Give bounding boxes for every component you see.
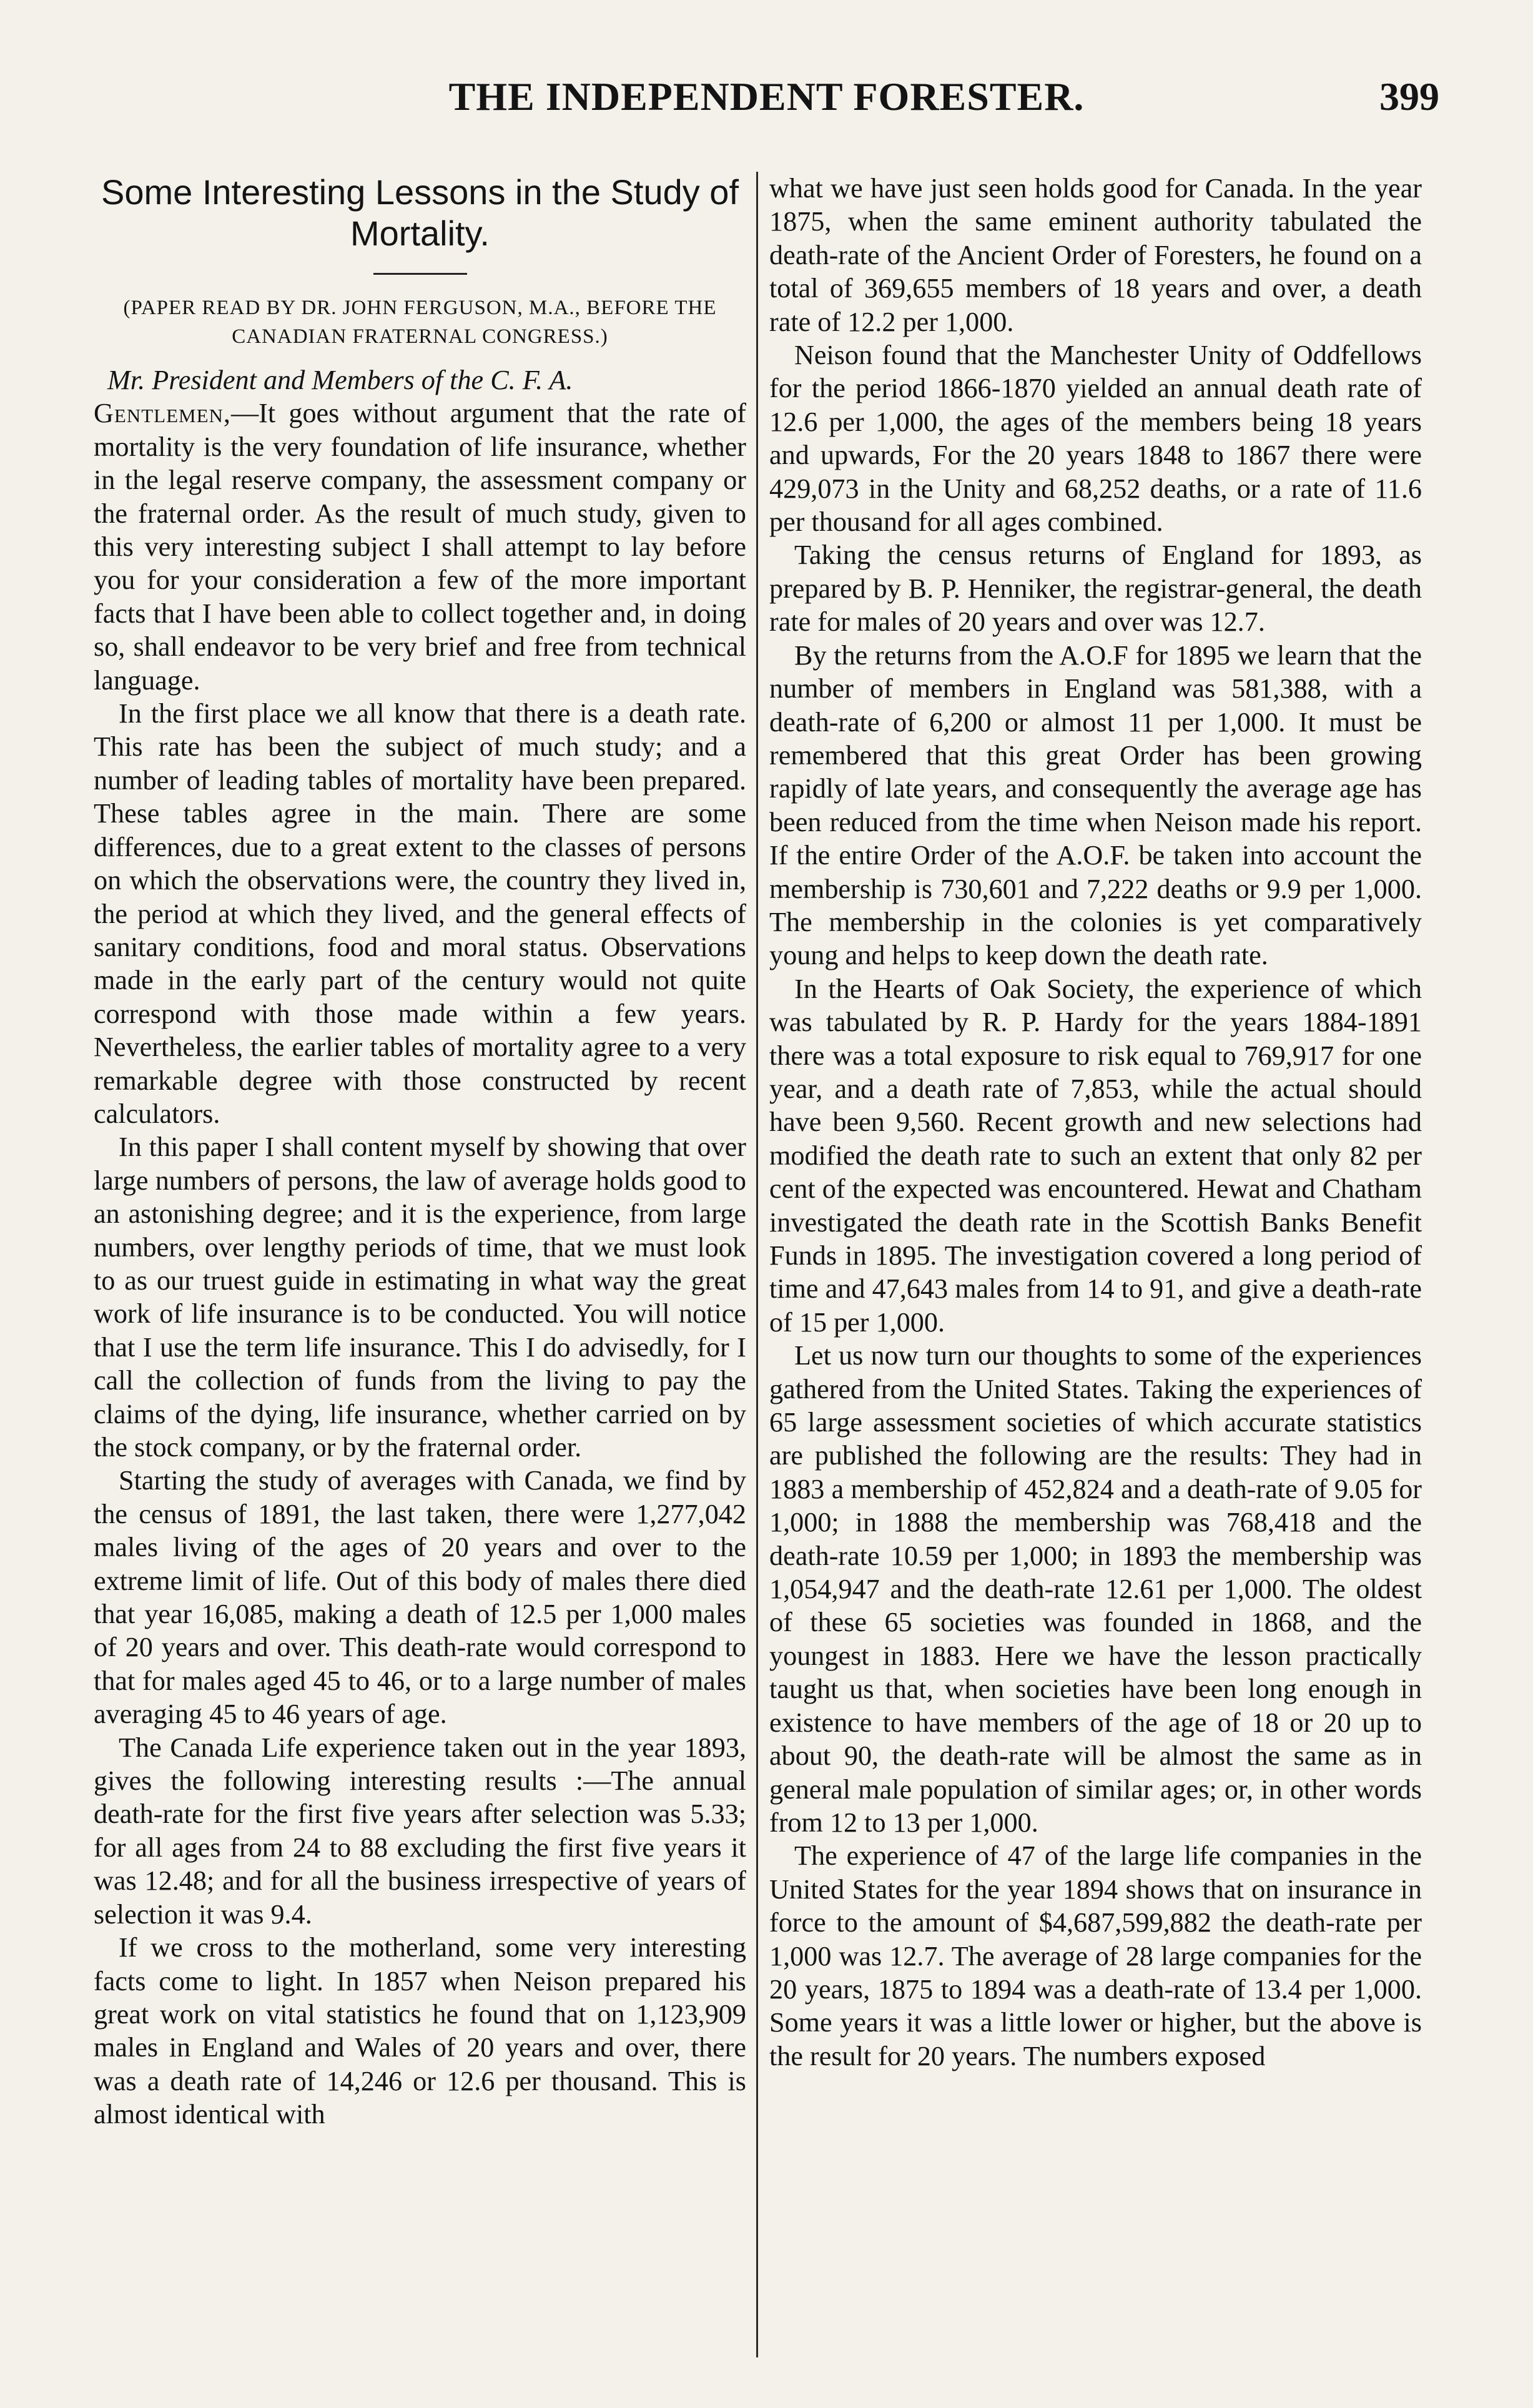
paragraph: Starting the study of averages with Canada, we find by the census of 1891, the last taken, there were 1,277,042 males living of the ages of 20 years and over to the extreme limit of life. Out of this body of males there died that year 16,085, making a death of 12.5 per 1,000 males of 20 years and over. This death-rate would correspond to that for males aged 45 to 46, or to a large number of males averaging 45 to 46 years of age. <box>94 1465 746 1730</box>
paragraph-text: —It goes without argument that the rate of mortality is the very foundation of life insurance, whether in the legal reserve company, the assessment company or the fraternal order. As the result of much study, given to this very interesting subject I shall attempt to lay before you for your consideration a few of the more important facts that I have been able to collect together and, in doing so, shall endeavor to be very brief and free from technical language. <box>94 398 746 696</box>
paragraph: If we cross to the motherland, some very interesting facts come to light. In 1857 when Neison prepared his great work on vital statistics he found that on 1,123,909 males in England and Wales of 20 years and over, there was a death rate of 14,246 or 12.6 per thousand. This is almost identical with <box>94 1932 746 2130</box>
article-title: Some Interesting Lessons in the Study of Mortality. <box>101 172 739 253</box>
article-byline: (PAPER READ BY DR. JOHN FERGUSON, M.A., BEFORE THE CANADIAN FRATERNAL CONGRESS.) <box>123 297 717 348</box>
opening-word: Gentlemen, <box>94 398 231 429</box>
page-number: 399 <box>1379 74 1439 119</box>
paragraph: Let us now turn our thoughts to some of the experiences gathered from the United States. Taking the experiences of 65 large assessment societies of which accurate statistics are published the following are the results: They had in 1883 a membership of 452,824 and a death-rate of 9.05 for 1,000; in 1888 the membership was 768,418 and the death-rate 10.59 per 1,000; in 1893 the membership was 1,054,947 and the death-rate 12.61 per 1,000. The oldest of these 65 societies was founded in 1868, and the youngest in 1883. Here we have the lesson practically taught us that, when societies have been long enough in existence to have members of the age of 18 or 20 up to about 90, the death-rate will be almost the same as in general male population of similar ages; or, in other words from 12 to 13 per 1,000. <box>769 1340 1422 1838</box>
paragraph: In this paper I shall content myself by showing that over large numbers of persons, the law of average holds good to an astonishing degree; and it is the experience, from large numbers, over lengthy periods of time, that we must look to as our truest guide in estimating in what way the great work of life insurance is to be conducted. You will notice that I use the term life insurance. This I do advisedly, for I call the collection of funds from the living to pay the claims of the dying, life insurance, whether carried on by the stock company, or by the fraternal order. <box>94 1132 746 1463</box>
paragraph <box>94 397 746 697</box>
paragraph: By the returns from the A.O.F for 1895 we learn that the number of members in England was 581,388, with a death-rate of 6,200 or almost 11 per 1,000. It must be remembered that this great Order has been growing rapidly of late years, and consequently the average age has been reduced from the time when Neison made his report. If the entire Order of the A.O.F. be taken into account the membership is 730,601 and 7,222 deaths or 9.9 per 1,000. The membership in the colonies is yet comparatively young and helps to keep down the death rate. <box>769 639 1422 971</box>
paragraph-continued: what we have just seen holds good for Canada. In the year 1875, when the same eminent authority tabulated the death-rate of the Ancient Order of Foresters, he found on a total of 369,655 members of 18 years and over, a death rate of 12.2 per 1,000. <box>769 173 1422 337</box>
running-head <box>94 74 1439 124</box>
paragraph: The Canada Life experience taken out in the year 1893, gives the following interesting results :—The annual death-rate for the first five years after selection was 5.33; for all ages from 24 to 88 excluding the first five years it was 12.48; and for all the business irrespective of years of selection it was 9.4. <box>94 1732 746 1930</box>
right-column <box>769 172 1422 2073</box>
paragraph: In the Hearts of Oak Society, the experience of which was tabulated by R. P. Hardy for the years 1884-1891 there was a total exposure to risk equal to 769,917 for one year, and a death rate of 7,853, while the actual should have been 9,560. Recent growth and new selections had modified the death rate to such an extent that only 82 per cent of the expected was encountered. Hewat and Chatham investigated the death rate in the Scottish Banks Benefit Funds in 1895. The investigation covered a long period of time and 47,643 males from 14 to 91, and give a death-rate of 15 per 1,000. <box>769 973 1422 1338</box>
journal-title: THE INDEPENDENT FORESTER. <box>448 74 1085 119</box>
paragraph: In the first place we all know that there is a death rate. This rate has been the subject of much study; and a number of leading tables of mortality have been prepared. These tables agree in the main. There are some differences, due to a great extent to the classes of persons on which the observations were, the country they lived in, the period at which they lived, and the general effects of sanitary conditions, food and moral status. Observations made in the early part of the century would not quite correspond with those made within a few years. Nevertheless, the earlier tables of mortality agree to a very remarkable degree with those constructed by recent calculators. <box>94 698 746 1129</box>
left-column <box>94 172 746 2131</box>
salutation: Mr. President and Members of the C. F. A. <box>107 365 573 395</box>
column-divider <box>756 172 758 2357</box>
paragraph: The experience of 47 of the large life companies in the United States for the year 1894 shows that on insurance in force to the amount of $4,687,599,882 the death-rate per 1,000 was 12.7. The average of 28 large companies for the 20 years, 1875 to 1894 was a death-rate of 13.4 per 1,000. Some years it was a little lower or higher, but the above is the result for 20 years. The numbers exposed <box>769 1840 1422 2071</box>
paragraph: Taking the census returns of England for 1893, as prepared by B. P. Henniker, the registrar-general, the death rate for males of 20 years and over was 12.7. <box>769 540 1422 638</box>
title-divider <box>373 273 467 275</box>
paragraph: Neison found that the Manchester Unity of Oddfellows for the period 1866-1870 yielded an annual death rate of 12.6 per 1,000, the ages of the members being 18 years and upwards, For the 20 years 1848 to 1867 there were 429,073 in the Unity and 68,252 deaths, or a rate of 11.6 per thousand for all ages combined. <box>769 340 1422 538</box>
